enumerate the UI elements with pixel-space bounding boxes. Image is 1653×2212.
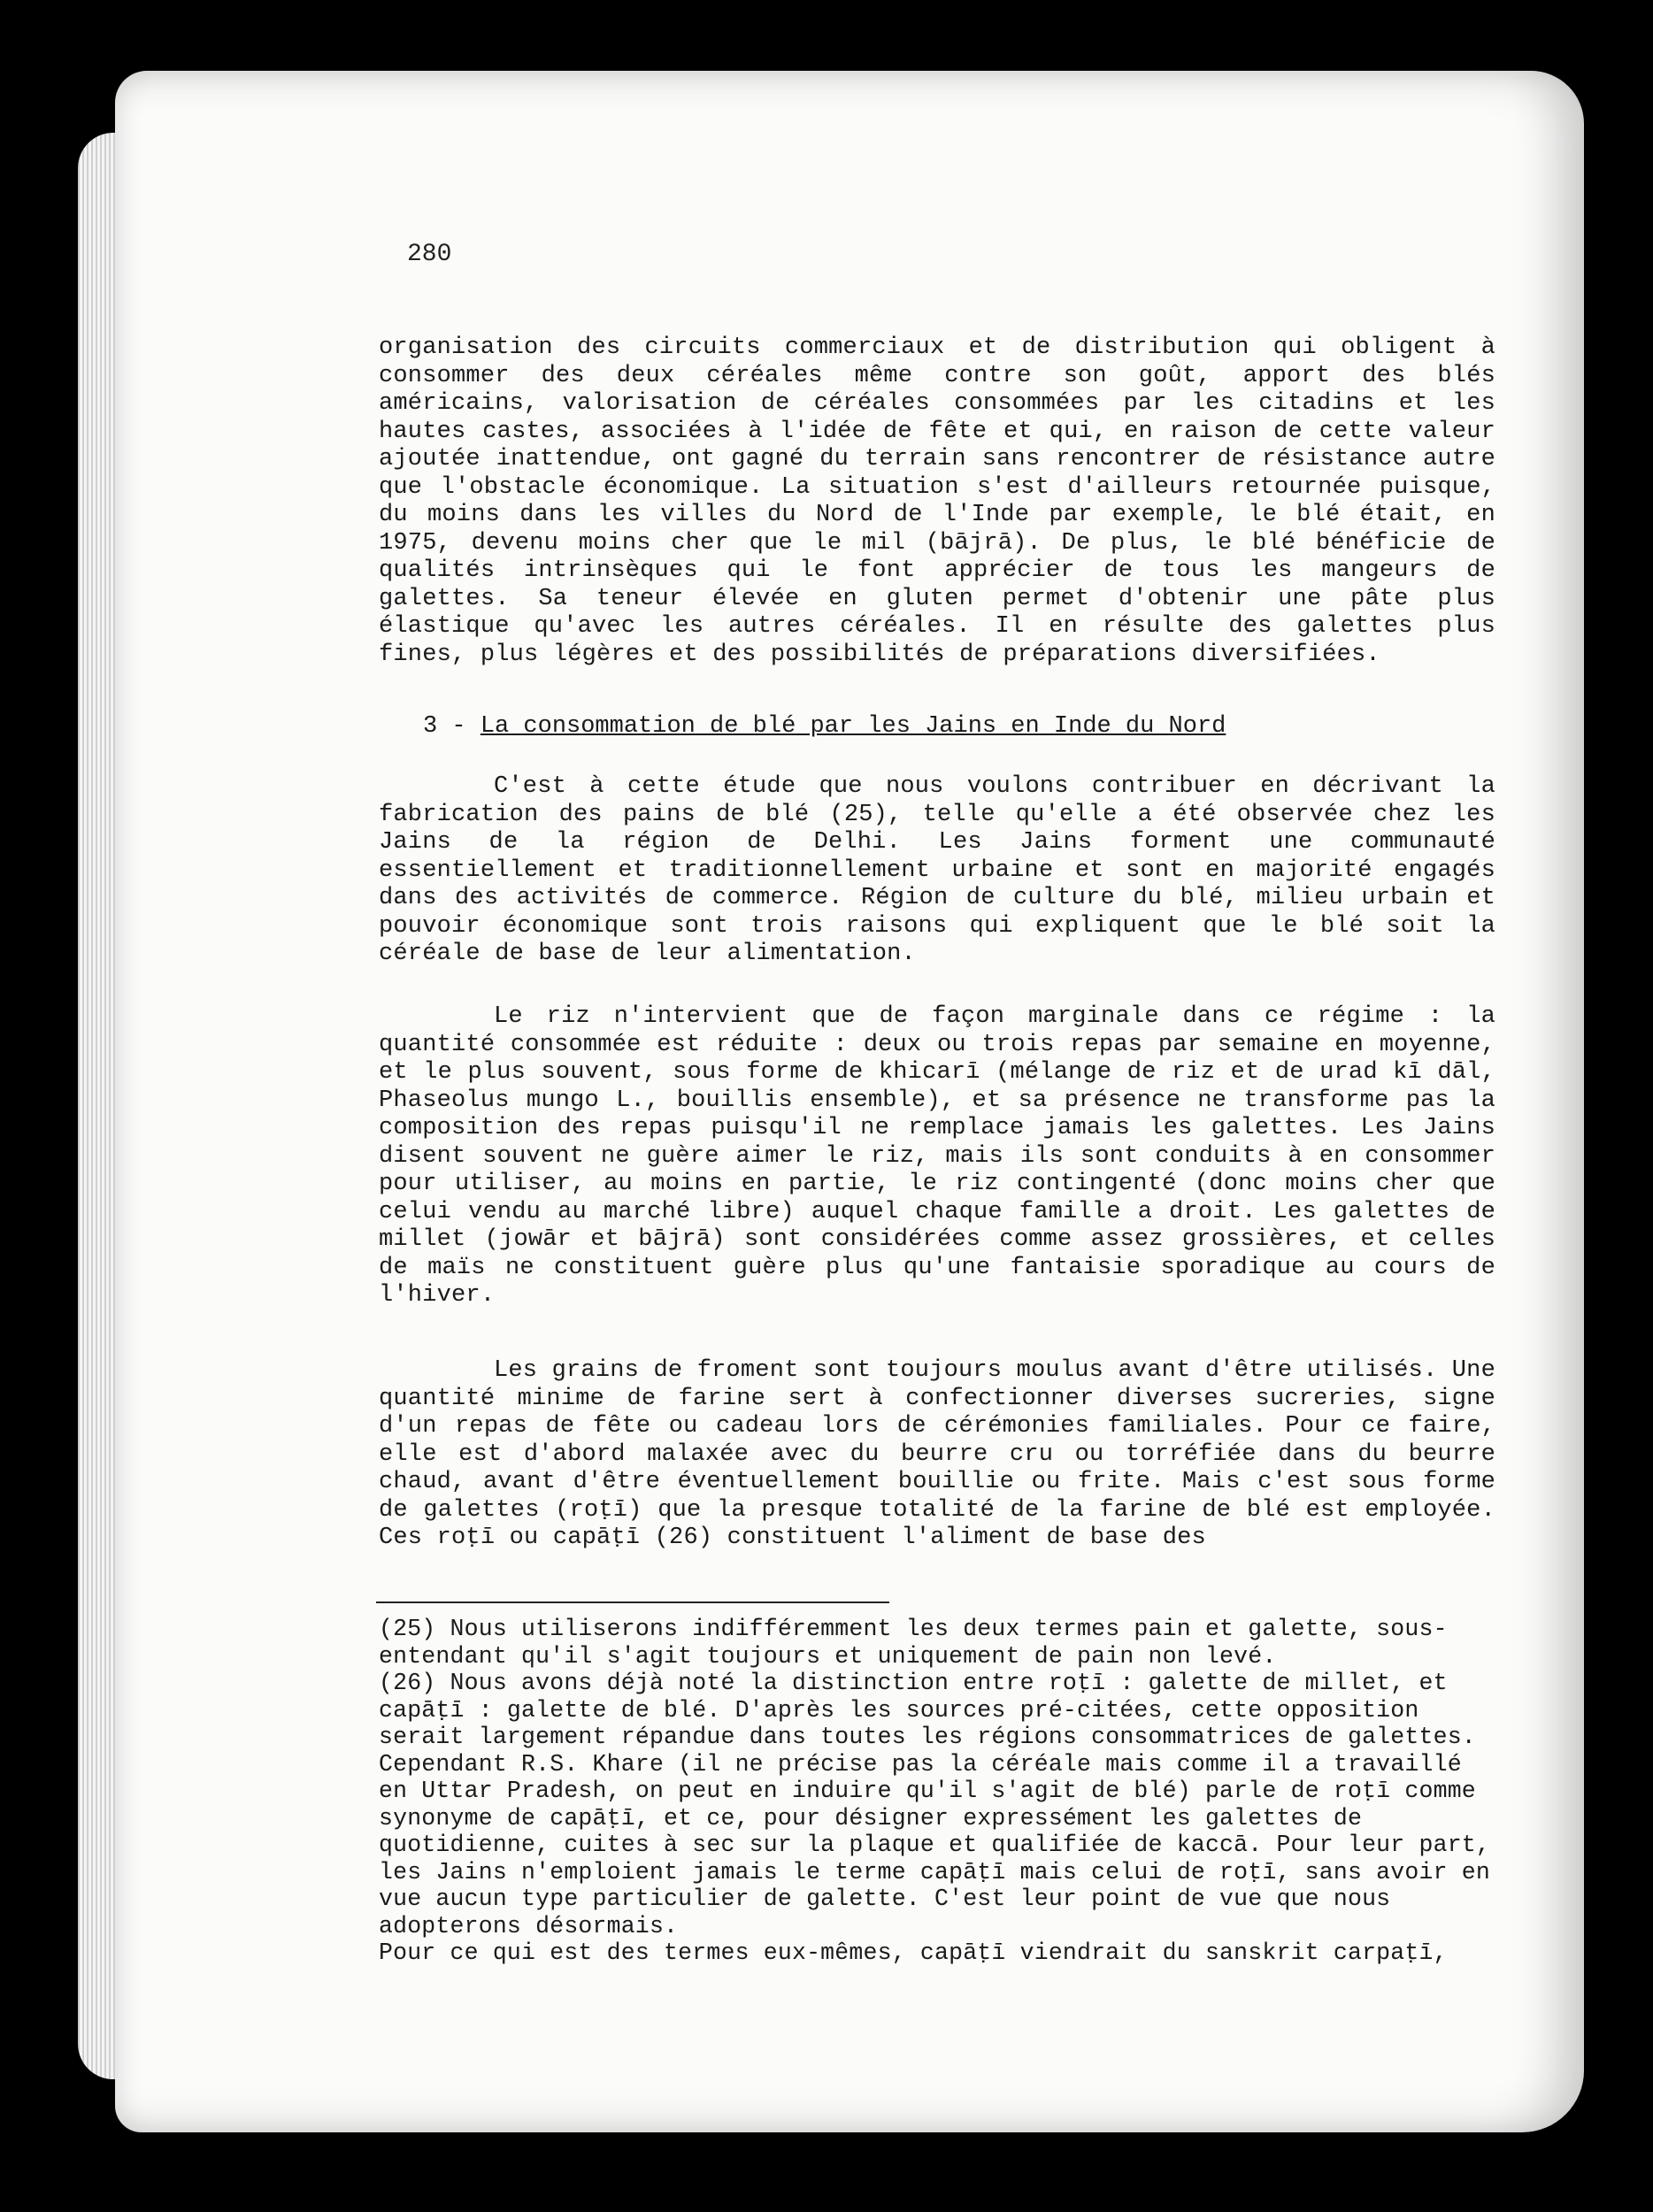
footnotes: [379, 1616, 1495, 1967]
page-number: 280: [407, 241, 452, 268]
footnote-separator: [376, 1601, 889, 1603]
footnote-26-continued: Pour ce qui est des termes eux-mêmes, capāṭī viendrait du sanskrit carpaṭī,: [379, 1939, 1448, 1966]
footnote-26: (26) Nous avons déjà noté la distinction entre roṭī : galette de millet, et capāṭī : galette de blé. D'après les sources pré-citées, cette opposition serait largement répandue dans toutes les régions consommatrices de galettes. Cependant R.S. Khare (il ne précise pas la céréale mais comme il a travaillé en Uttar Pradesh, on peut en induire qu'il s'agit de blé) parle de roṭī comme synonyme de capāṭī, et ce, pour désigner expressément les galettes de quotidienne, cuites à sec sur la plaque et qualifiée de kaccā. Pour leur part, les Jains n'emploient jamais le terme capāṭī mais celui de roṭī, sans avoir en vue aucun type particulier de galette. C'est leur point de vue que nous adopterons désormais.: [379, 1670, 1491, 1939]
footnote-25: (25) Nous utiliserons indifféremment les deux termes pain et galette, sous-entendant qu'il s'agit toujours et uniquement de pain non levé.: [379, 1616, 1448, 1670]
paragraph-3: Le riz n'intervient que de façon marginale dans ce régime : la quantité consommée est réduite : deux ou trois repas par semaine en moyenne, et le plus souvent, sous forme de khicarī (mélange de riz et de urad kī dāl, Phaseolus mungo L., bouillis ensemble), et sa présence ne transforme pas la composition des repas puisqu'il ne remplace jamais les galettes. Les Jains disent souvent ne guère aimer le riz, mais ils sont conduits à en consommer pour utiliser, au moins en partie, le riz contingenté (donc moins cher que celui vendu au marché libre) auquel chaque famille a droit. Les galettes de millet (jowār et bājrā) sont considérées comme assez grossières, et celles de maïs ne constituent guère plus qu'une fantaisie sporadique au cours de l'hiver.: [379, 1003, 1495, 1309]
paragraph-4: Les grains de froment sont toujours moulus avant d'être utilisés. Une quantité minime de farine sert à confectionner diverses sucreries, signe d'un repas de fête ou cadeau lors de cérémonies familiales. Pour ce faire, elle est d'abord malaxée avec du beurre cru ou torréfiée dans du beurre chaud, avant d'être éventuellement bouillie ou frite. Mais c'est sous forme de galettes (roṭī) que la presque totalité de la farine de blé est employée. Ces roṭī ou capāṭī (26) constituent l'aliment de base des: [379, 1357, 1495, 1551]
paragraph-2: C'est à cette étude que nous voulons contribuer en décrivant la fabrication des pains de blé (25), telle qu'elle a été observée chez les Jains de la région de Delhi. Les Jains forment une communauté essentiellement et traditionnellement urbaine et sont en majorité engagés dans des activités de commerce. Région de culture du blé, milieu urbain et pouvoir économique sont trois raisons qui expliquent que le blé soit la céréale de base de leur alimentation.: [379, 773, 1495, 967]
body-text-rice: [379, 1003, 1495, 1310]
section-title: La consommation de blé par les Jains en Inde du Nord: [480, 713, 1226, 740]
paragraph-1: organisation des circuits commerciaux et de distribution qui obligent à consommer des deux céréales même contre son goût, apport des blés américains, valorisation de céréales consommées par les citadins et les hautes castes, associées à l'idée de fête et qui, en raison de cette valeur ajoutée inattendue, ont gagné du terrain sans rencontrer de résistance autre que l'obstacle économique. La situation s'est d'ailleurs retournée puisque, du moins dans les villes du Nord de l'Inde par exemple, le blé était, en 1975, devenu moins cher que le mil (bājrā). De plus, le blé bénéficie de qualités intrinsèques qui le font apprécier de tous les mangeurs de galettes. Sa teneur élevée en gluten permet d'obtenir une pâte plus élastique qu'avec les autres céréales. Il en résulte des galettes plus fines, plus légères et des possibilités de préparations diversifiées.: [379, 334, 1495, 668]
section-number: 3 -: [423, 713, 466, 740]
body-text-top: [379, 334, 1495, 669]
body-text-section: [379, 773, 1495, 969]
section-heading: [423, 713, 1226, 741]
body-text-wheat: [379, 1357, 1495, 1553]
